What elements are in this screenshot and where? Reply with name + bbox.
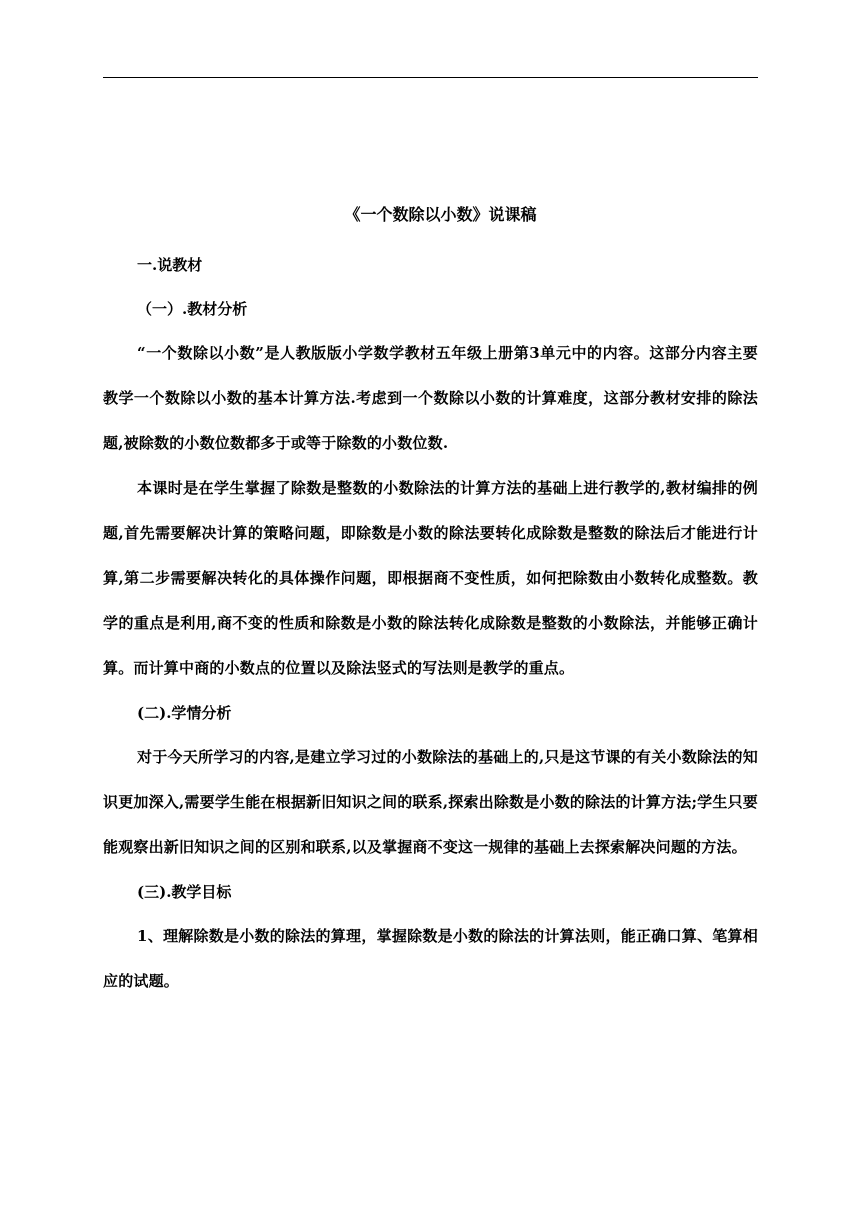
subheading-student-analysis: (二).学情分析 [137, 704, 232, 722]
paragraph-textbook-content: “一个数除以小数”是人教版版小学数学教材五年级上册第3单元中的内容。这部分内容主要教学一个数除以小数的基本计算方法.考虑到一个数除以小数的计算难度，这部分教材安排的除法题,被除数的小数位数都多于或等于除数的小数位数. [103, 344, 758, 452]
document-title: 《一个数除以小数》说课稿 [344, 205, 537, 224]
paragraph-student-analysis: 对于今天所学习的内容,是建立学习过的小数除法的基础上的,只是这节课的有关小数除法的知识更加深入,需要学生能在根据新旧知识之间的联系,探索出除数是小数的除法的计算方法;学生只要能观察出新旧知识之间的区别和联系,以及掌握商不变这一规律的基础上去探索解决问题的方法。 [103, 748, 758, 856]
header-rule [103, 77, 758, 78]
subheading-teaching-goals: (三).教学目标 [137, 883, 232, 901]
paragraph-lesson-focus: 本课时是在学生掌握了除数是整数的小数除法的计算方法的基础上进行教学的,教材编排的例题,首先需要解决计算的策略问题，即除数是小数的除法要转化成除数是整数的除法后才能进行计算,第二步需要解决转化的具体操作问题，即根据商不变性质，如何把除数由小数转化成整数。教学的重点是利用,商不变的性质和除数是小数的除法转化成除数是整数的小数除法，并能够正确计算。而计算中商的小数点的位置以及除法竖式的写法则是教学的重点。 [103, 479, 758, 677]
subheading-textbook-analysis: （一）.教材分析 [137, 300, 248, 318]
paragraph-goal-1: 1、理解除数是小数的除法的算理，掌握除数是小数的除法的计算法则，能正确口算、笔算相应的试题。 [103, 927, 758, 990]
document-body [103, 199, 758, 1004]
section-heading-textbook: 一.说教材 [137, 256, 203, 274]
